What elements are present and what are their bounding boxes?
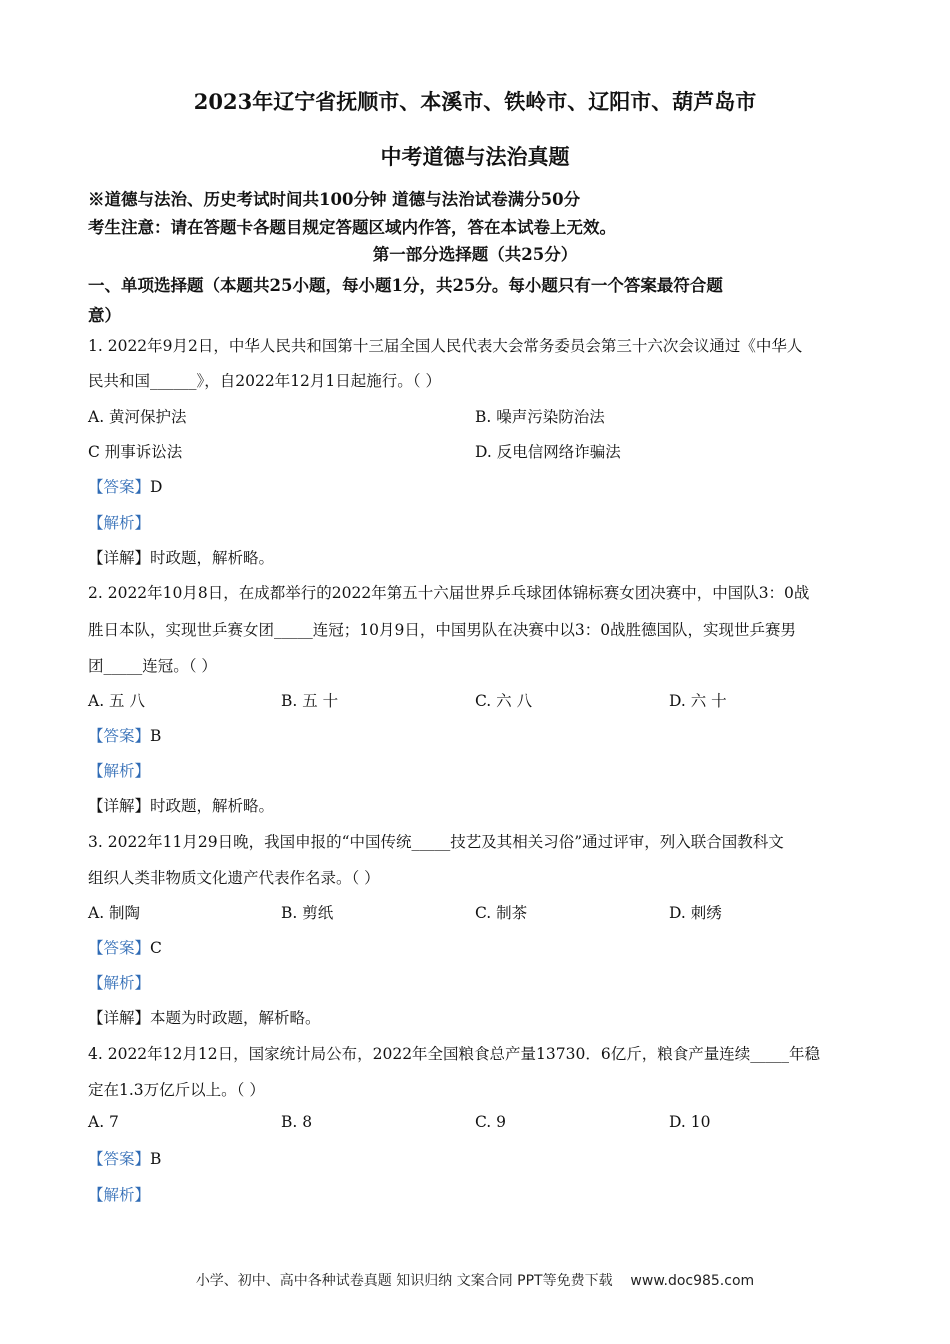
question-1-detail	[88, 546, 274, 568]
question-4-option-c: C. 9	[475, 1113, 507, 1131]
question-4-analysis-tag: 【解析】	[88, 1186, 151, 1204]
answer-tag: 【答案】	[88, 478, 151, 496]
detail-text: 时政题，解析略。	[150, 549, 275, 567]
question-4-option-b: B. 8	[281, 1113, 313, 1131]
question-2-stem-line1: 2. 2022年10月8日，在成都举行的2022年第五十六届世界乒乓球团体锦标赛女团决赛中，中国队3：0战	[88, 584, 810, 602]
document-title-line2: 中考道德与法治真题	[380, 144, 570, 169]
question-4-option-d: D. 10	[669, 1113, 711, 1131]
question-2-option-a: A. 五 八	[88, 692, 145, 710]
exam-time-note: ※道德与法治、历史考试时间共100分钟 道德与法治试卷满分50分	[88, 190, 581, 209]
question-3-analysis-tag: 【解析】	[88, 974, 151, 992]
answer-value: B	[150, 727, 162, 745]
question-1-option-b: B. 噪声污染防治法	[475, 408, 605, 426]
answer-tag: 【答案】	[88, 939, 151, 957]
question-1-option-d: D. 反电信网络诈骗法	[475, 443, 621, 461]
question-2-option-c: C. 六 八	[475, 692, 533, 710]
question-3-stem-line2: 组织人类非物质文化遗产代表作名录。（ ）	[88, 869, 380, 887]
question-1-analysis-tag: 【解析】	[88, 514, 151, 532]
question-3-option-c: C. 制茶	[475, 904, 528, 922]
question-3-detail	[88, 1006, 321, 1028]
detail-tag: 【详解】	[88, 797, 151, 815]
question-4-stem-line1: 4. 2022年12月12日，国家统计局公布，2022年全国粮食总产量13730．6亿斤，粮食产量连续_____年稳	[88, 1045, 820, 1063]
question-2-stem-line2: 胜日本队，实现世乒赛女团_____连冠；10月9日，中国男队在决赛中以3：0战胜德国队，实现世乒赛男	[88, 621, 797, 639]
question-1-option-a: A. 黄河保护法	[88, 408, 187, 426]
footer-link[interactable]: www.doc985.com	[630, 1273, 755, 1289]
question-2-answer	[88, 724, 161, 746]
question-2-option-d: D. 六 十	[669, 692, 727, 710]
question-3-option-a: A. 制陶	[88, 904, 141, 922]
section-title-line2: 意）	[88, 306, 121, 325]
answer-value: D	[150, 478, 163, 496]
question-1-stem-line2: 民共和国______》，自2022年12月1日起施行。（ ）	[88, 372, 441, 390]
detail-text: 时政题，解析略。	[150, 797, 275, 815]
detail-tag: 【详解】	[88, 549, 151, 567]
question-2-stem-line3: 团_____连冠。（ ）	[88, 657, 217, 675]
answer-value: B	[150, 1150, 162, 1168]
detail-text: 本题为时政题，解析略。	[150, 1009, 321, 1027]
question-3-stem-line1: 3. 2022年11月29日晚，我国申报的“中国传统_____技艺及其相关习俗”通过评审，列入联合国教科文	[88, 833, 784, 851]
answer-tag: 【答案】	[88, 1150, 151, 1168]
document-title-line1: 2023年辽宁省抚顺市、本溪市、铁岭市、辽阳市、葫芦岛市	[193, 89, 757, 114]
detail-tag: 【详解】	[88, 1009, 151, 1027]
part-title: 第一部分选择题（共25分）	[372, 245, 578, 264]
question-1-stem-line1: 1. 2022年9月2日，中华人民共和国第十三届全国人民代表大会常务委员会第三十六次会议通过《中华人	[88, 337, 803, 355]
question-1-option-c: C 刑事诉讼法	[88, 443, 183, 461]
question-2-option-b: B. 五 十	[281, 692, 339, 710]
question-2-analysis-tag: 【解析】	[88, 762, 151, 780]
question-4-stem-line2: 定在1.3万亿斤以上。（ ）	[88, 1081, 265, 1099]
candidate-notice: 考生注意：请在答题卡各题目规定答题区域内作答，答在本试卷上无效。	[88, 218, 616, 237]
answer-value: C	[150, 939, 162, 957]
answer-tag: 【答案】	[88, 727, 151, 745]
question-2-detail	[88, 794, 274, 816]
question-3-option-b: B. 剪纸	[281, 904, 334, 922]
footer-text: 小学、初中、高中各种试卷真题 知识归纳 文案合同 PPT等免费下载	[195, 1273, 613, 1289]
section-title-line1: 一、单项选择题（本题共25小题，每小题1分，共25分。每小题只有一个答案最符合题	[88, 276, 723, 295]
page-footer	[0, 1270, 950, 1290]
question-4-option-a: A. 7	[88, 1113, 119, 1131]
question-3-answer	[88, 936, 162, 958]
question-4-answer	[88, 1147, 161, 1169]
question-1-answer	[88, 475, 162, 497]
question-3-option-d: D. 刺绣	[669, 904, 722, 922]
